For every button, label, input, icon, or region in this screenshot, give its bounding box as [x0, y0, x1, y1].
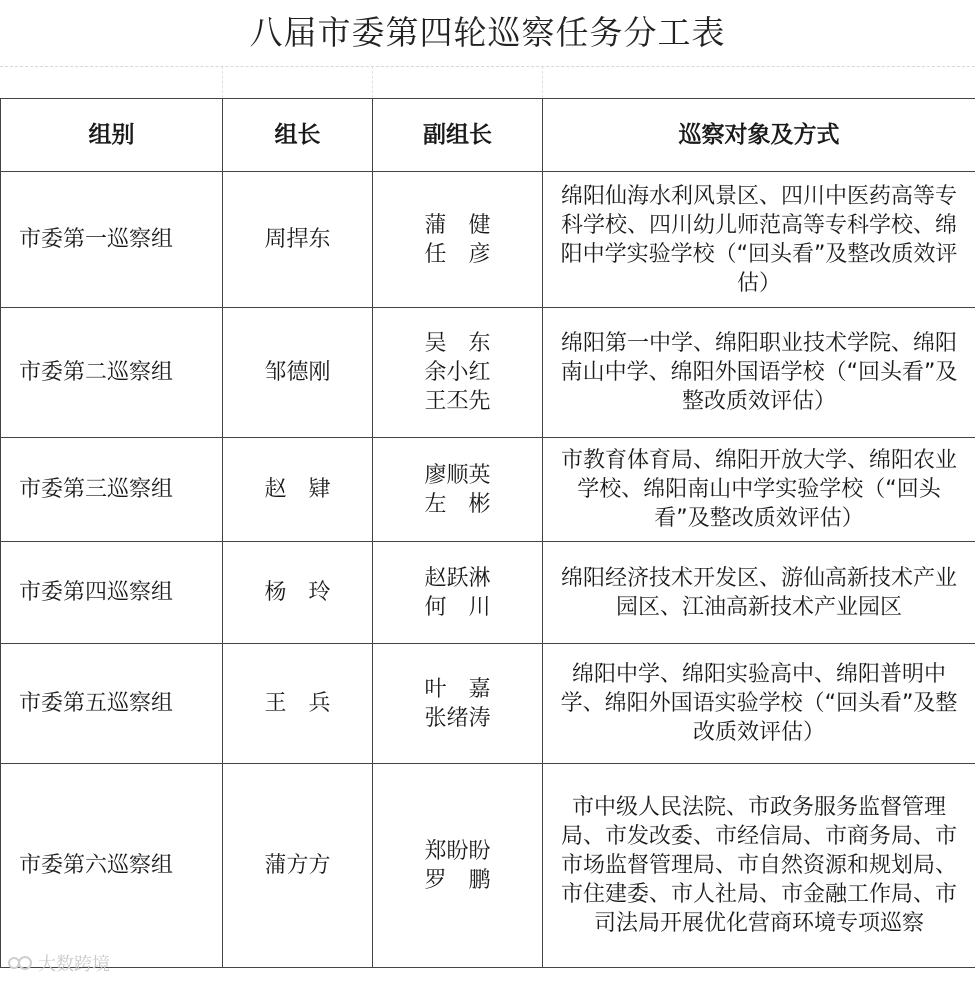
dashed-guide-divider — [372, 66, 373, 98]
leader-cell: 杨 玲 — [223, 542, 373, 644]
deputy-name: 何 川 — [424, 594, 491, 620]
deputy-name: 张绪涛 — [424, 705, 491, 731]
deputy-name: 蒲 健 — [424, 212, 491, 238]
header-deputy: 副组长 — [373, 99, 543, 172]
deputy-cell — [373, 542, 543, 644]
group-cell: 市委第六巡察组 — [1, 764, 223, 968]
deputy-name: 廖顺英 — [424, 462, 491, 488]
target-cell: 绵阳经济技术开发区、游仙高新技术产业园区、江油高新技术产业园区 — [543, 542, 975, 644]
deputy-cell — [373, 438, 543, 542]
target-cell: 市中级人民法院、市政务服务监督管理局、市发改委、市经信局、市商务局、市市场监督管理局、市自然资源和规划局、市住建委、市人社局、市金融工作局、市司法局开展优化营商环境专项巡察 — [543, 764, 975, 968]
table-row — [1, 542, 975, 644]
deputy-name: 任 彦 — [424, 241, 491, 267]
table-row — [1, 764, 975, 968]
deputy-cell — [373, 764, 543, 968]
group-cell: 市委第四巡察组 — [1, 542, 223, 644]
patrol-assignment-table — [0, 98, 975, 968]
deputy-cell — [373, 172, 543, 308]
table-row — [1, 172, 975, 308]
group-cell: 市委第五巡察组 — [1, 644, 223, 764]
deputy-name: 吴 东 — [424, 331, 491, 356]
brand-logo-icon — [8, 954, 34, 972]
table-row — [1, 644, 975, 764]
group-cell: 市委第一巡察组 — [1, 172, 223, 308]
target-cell: 市教育体育局、绵阳开放大学、绵阳农业学校、绵阳南山中学实验学校（“回头看”及整改质效评估） — [543, 438, 975, 542]
deputy-name: 罗 鹏 — [424, 867, 491, 893]
leader-cell: 周捍东 — [223, 172, 373, 308]
watermark — [8, 950, 110, 976]
header-target: 巡察对象及方式 — [543, 99, 975, 172]
table-row — [1, 308, 975, 438]
leader-cell: 王 兵 — [223, 644, 373, 764]
dashed-guide-line — [0, 66, 975, 67]
deputy-name: 郑盼盼 — [424, 838, 491, 864]
header-leader: 组长 — [223, 99, 373, 172]
header-group: 组别 — [1, 99, 223, 172]
group-cell: 市委第二巡察组 — [1, 308, 223, 438]
page-header-guides — [0, 66, 975, 98]
leader-cell: 蒲方方 — [223, 764, 373, 968]
deputy-name: 王丕先 — [424, 389, 491, 414]
deputy-cell — [373, 308, 543, 438]
deputy-name: 左 彬 — [424, 491, 491, 517]
target-cell: 绵阳中学、绵阳实验高中、绵阳普明中学、绵阳外国语实验学校（“回头看”及整改质效评估） — [543, 644, 975, 764]
deputy-cell — [373, 644, 543, 764]
deputy-name: 赵跃淋 — [424, 565, 491, 591]
deputy-name: 叶 嘉 — [424, 676, 491, 702]
target-cell: 绵阳仙海水利风景区、四川中医药高等专科学校、四川幼儿师范高等专科学校、绵阳中学实验学校（“回头看”及整改质效评估） — [543, 172, 975, 308]
deputy-name: 余小红 — [424, 360, 491, 385]
target-cell: 绵阳第一中学、绵阳职业技术学院、绵阳南山中学、绵阳外国语学校（“回头看”及整改质效评估） — [543, 308, 975, 438]
leader-cell: 赵 肄 — [223, 438, 373, 542]
watermark-text: 大数跨境 — [38, 954, 110, 975]
dashed-guide-divider — [222, 66, 223, 98]
table-header-row — [1, 99, 975, 172]
leader-cell: 邹德刚 — [223, 308, 373, 438]
group-cell: 市委第三巡察组 — [1, 438, 223, 542]
table-row — [1, 438, 975, 542]
page-title: 八届市委第四轮巡察任务分工表 — [249, 13, 726, 52]
dashed-guide-divider — [542, 66, 543, 98]
